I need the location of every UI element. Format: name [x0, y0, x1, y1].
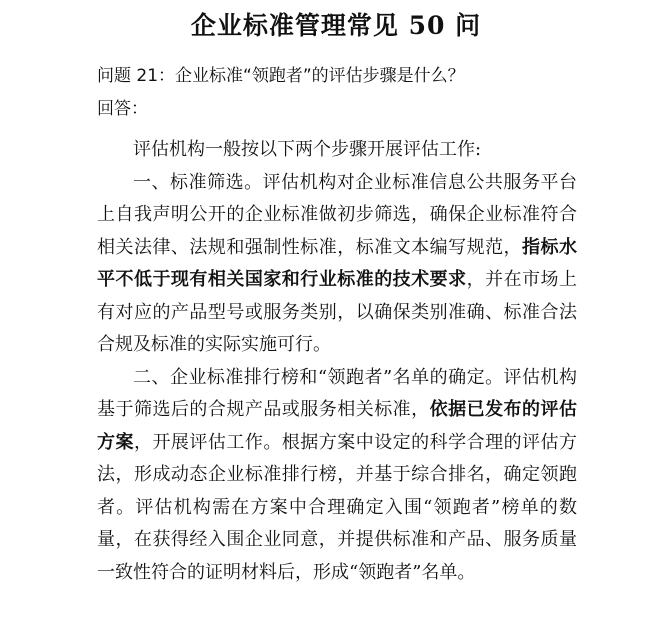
answer-label: 回答：	[97, 99, 148, 119]
step1-text-end: ，并在市场上有对应的产品型号或服务类别，以确保类别准确、标准合法合规及标准的实际实施可行。	[97, 269, 578, 355]
question-heading: 问题 21：企业标准“领跑者”的评估步骤是什么？	[97, 66, 465, 86]
answer-body	[97, 134, 577, 589]
document-title: 企业标准管理常见 50 问	[190, 11, 482, 40]
step1-paragraph	[97, 167, 577, 362]
step1-bold-text: 指标水平不低于现有相关国家和行业标准的技术要求	[97, 236, 578, 290]
step2-bold-text: 依据已发布的评估方案	[97, 399, 577, 453]
intro-paragraph	[97, 134, 577, 167]
intro-text: 评估机构一般按以下两个步骤开展评估工作:	[133, 139, 482, 160]
step2-text-start: 二、企业标准排行榜和“领跑者”名单的确定。评估机构基于筛选后的合规产品或服务相关标准，	[97, 366, 577, 420]
step1-text-start: 一、标准筛选。评估机构对企业标准信息公共服务平台上自我声明公开的企业标准做初步筛选，确保企业标准符合相关法律、法规和强制性标准，标准文本编写规范，	[97, 171, 577, 258]
step2-paragraph	[97, 362, 577, 590]
step2-text-end: ，开展评估工作。根据方案中设定的科学合理的评估方法，形成动态企业标准排行榜，并基于综合排名，确定领跑者。评估机构需在方案中合理确定入围“领跑者”榜单的数量，在获得经入围企业同意，并提供标准和产品、服务质量一致性符合的证明材料后，形成“领跑者”名单。	[97, 431, 578, 583]
